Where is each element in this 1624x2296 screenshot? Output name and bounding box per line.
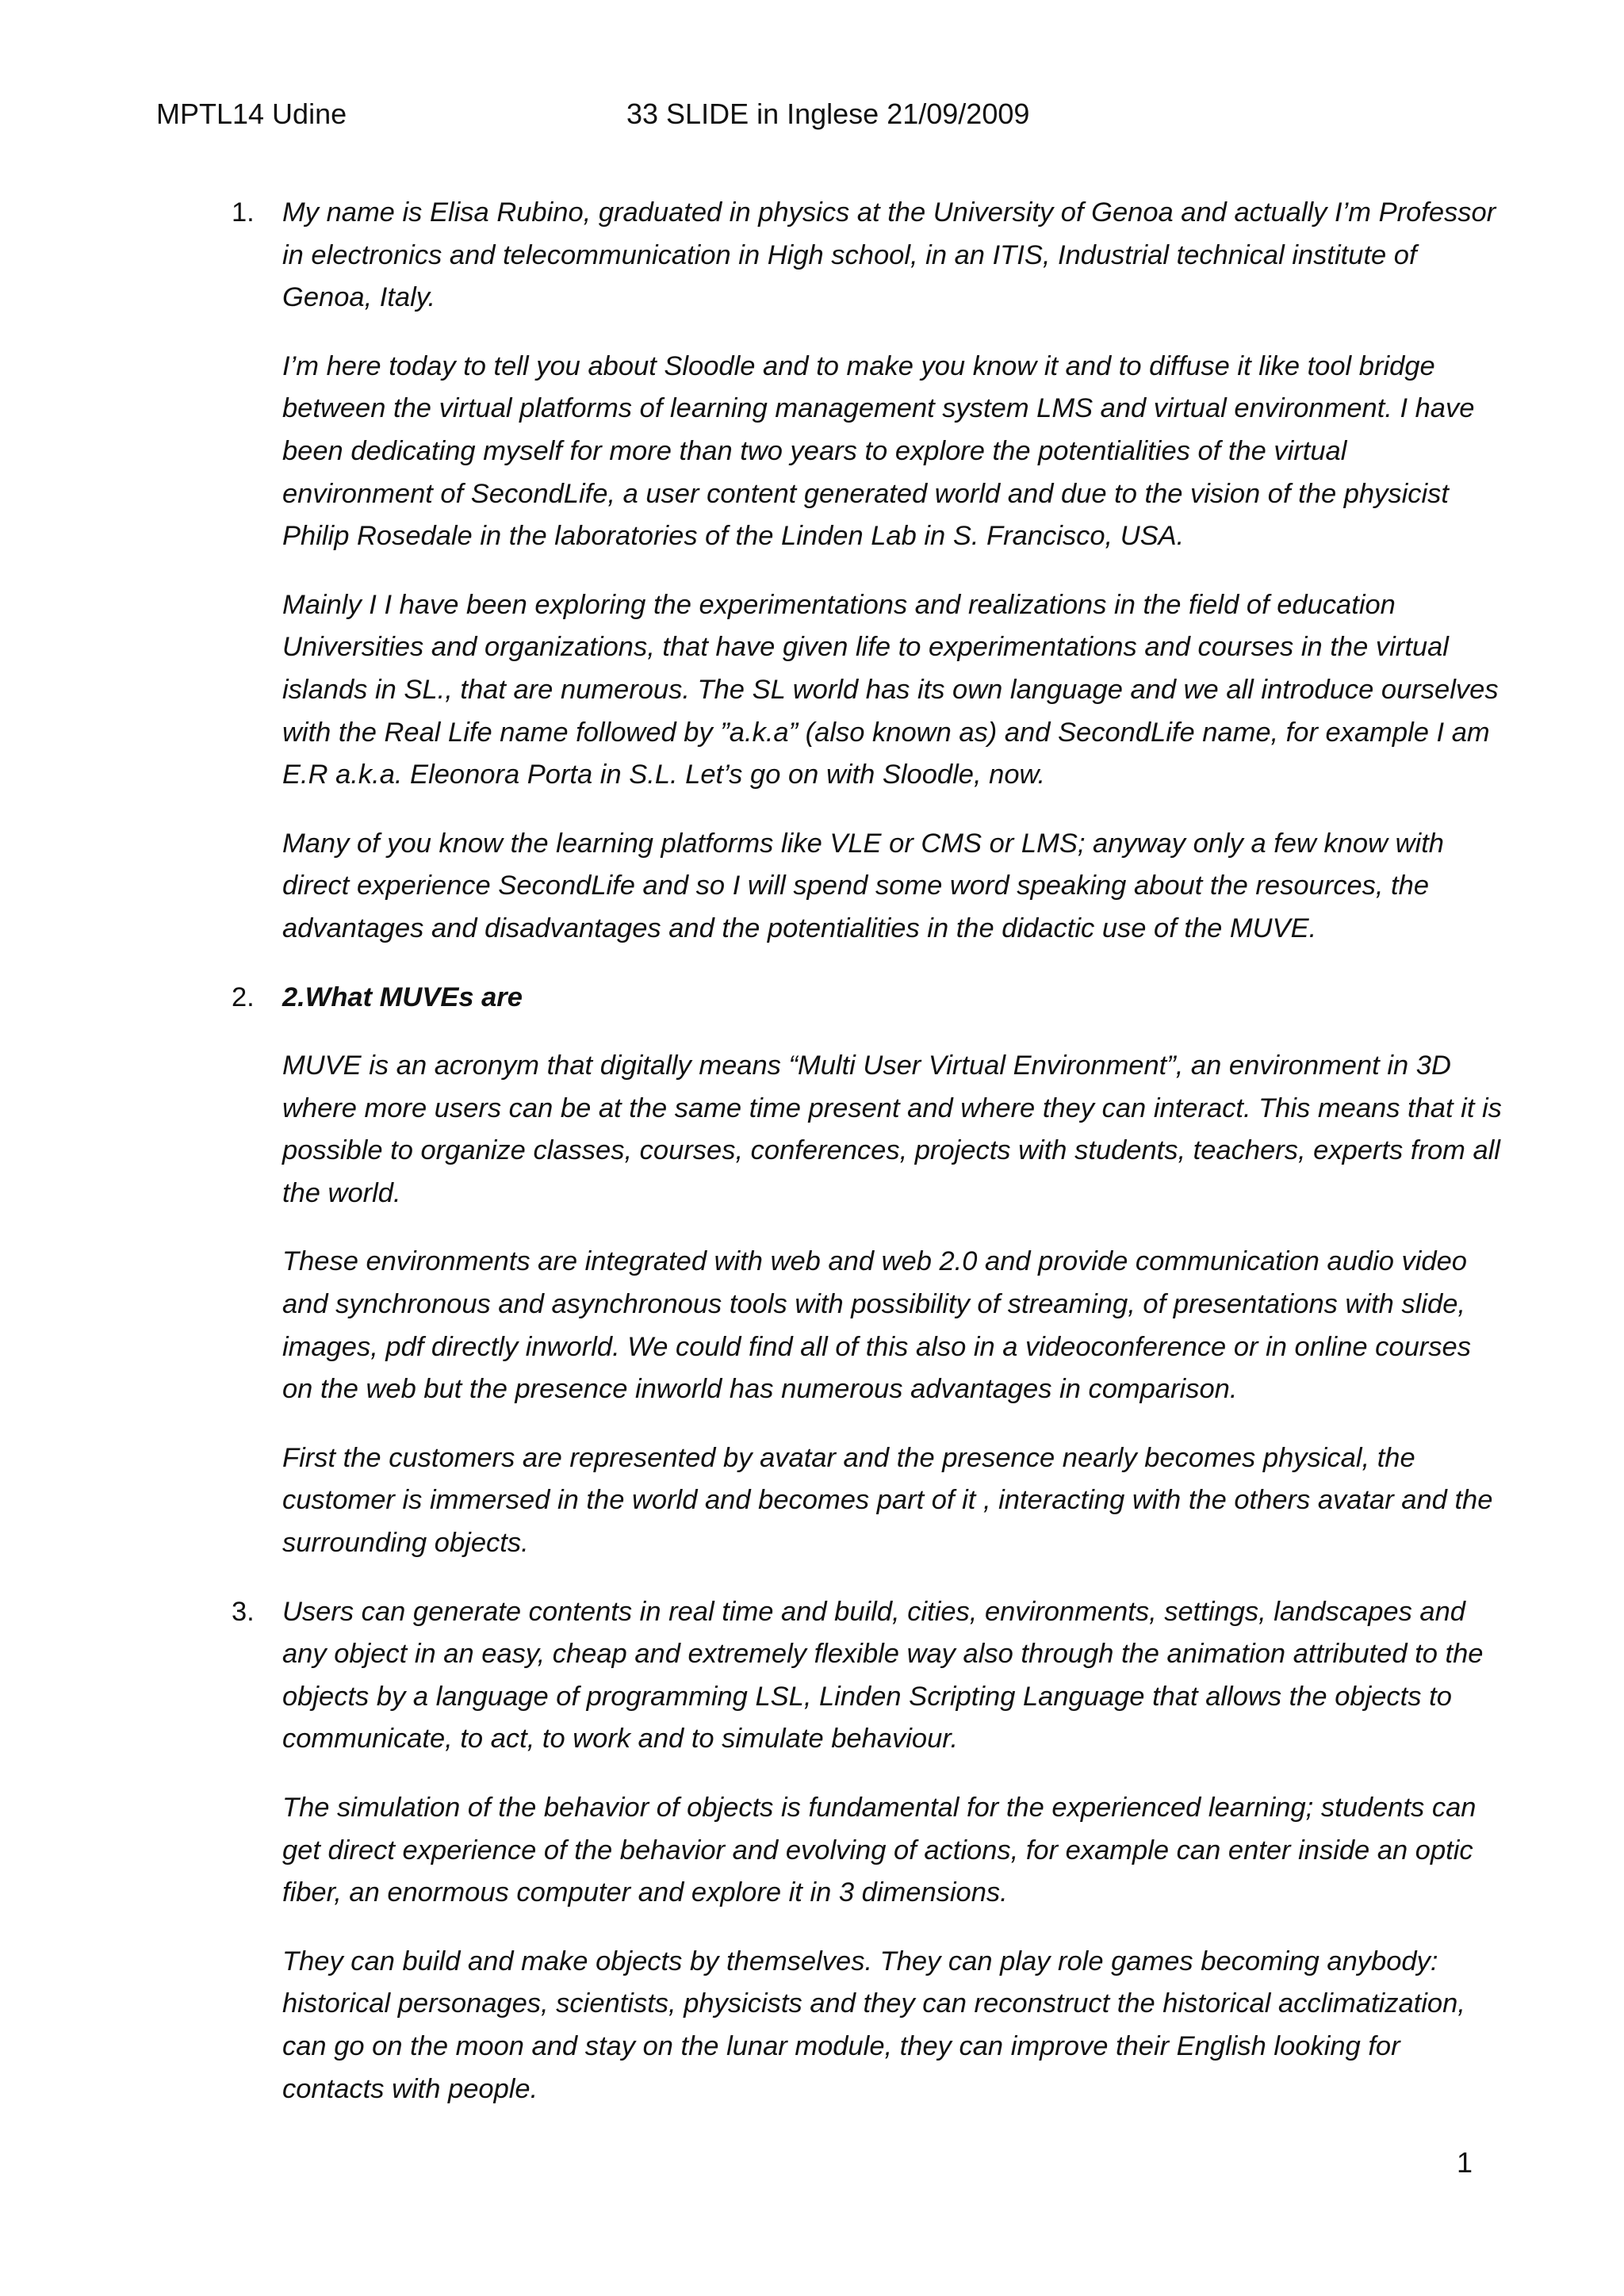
paragraph: These environments are integrated with web and web 2.0 and provide communication audio video and synchronous and asynchronous tools with possibility of streaming, of presentations with slide, images, pdf directly inworld. We could find all of this also in a videoconference or in online courses on the web but the presence inworld has numerous advantages in comparison. <box>282 1246 1471 1405</box>
paragraph: First the customers are represented by avatar and the presence nearly becomes physical, the customer is immersed in the world and becomes part of it , interacting with the others avatar and the surrounding objects. <box>282 1442 1493 1559</box>
list-item-1 <box>232 192 1503 951</box>
list-number: 2. <box>232 982 255 1012</box>
list-item-2 <box>232 977 1503 1565</box>
paragraph: The simulation of the behavior of objects is fundamental for the experienced learning; students can get direct experience of the behavior and evolving of actions, for example can enter inside an optic fiber, an enormous computer and explore it in 3 dimensions. <box>282 1793 1477 1908</box>
header-left-text: MPTL14 Udine <box>156 98 347 130</box>
list-number: 1. <box>232 197 255 228</box>
paragraph: They can build and make objects by themselves. They can play role games becoming anybody: historical personages, scientists, physicists and they can reconstruct the historical acclimatization, can go on the moon and stay on the lunar module, they can improve their English looking for contacts with people. <box>282 1946 1465 2104</box>
list-number: 3. <box>232 1596 255 1627</box>
paragraph: My name is Elisa Rubino, graduated in physics at the University of Genoa and actually I’m Professor in electronics and telecommunication in High school, in an ITIS, Industrial technical institute of Genoa, Italy. <box>282 197 1496 313</box>
section-heading: 2.What MUVEs are <box>282 982 523 1012</box>
list-item-3 <box>232 1591 1503 2111</box>
paragraph: I’m here today to tell you about Sloodle and to make you know it and to diffuse it like tool bridge between the virtual platforms of learning management system LMS and virtual environment. I have been dedicating myself for more than two years to explore the potentialities of the virtual environment of SecondLife, a user content generated world and due to the vision of the physicist Philip Rosedale in the laboratories of the Linden Lab in S. Francisco, USA. <box>282 350 1475 552</box>
paragraph: Users can generate contents in real time and build, cities, environments, settings, landscapes and any object in an easy, cheap and extremely flexible way also through the animation attributed to the objects by a language of programming LSL, Linden Scripting Language that allows the objects to communicate, to act, to work and to simulate behaviour. <box>282 1596 1484 1755</box>
paragraph: MUVE is an acronym that digitally means “Multi User Virtual Environment”, an environment in 3D where more users can be at the same time present and where they can interact. This means that it is possible to organize classes, courses, conferences, projects with students, teachers, experts from all the world. <box>282 1050 1502 1208</box>
page-number: 1 <box>1457 2146 1473 2179</box>
paragraph: Mainly I I have been exploring the experimentations and realizations in the field of education Universities and organizations, that have given life to experimentations and courses in the virtual islands in SL., that are numerous. The SL world has its own language and we all introduce ourselves with the Real Life name followed by ”a.k.a” (also known as) and SecondLife name, for example I am E.R a.k.a. Eleonora Porta in S.L. Let’s go on with Sloodle, now. <box>282 589 1499 790</box>
document-body <box>232 192 1503 2137</box>
header-center-text: 33 SLIDE in Inglese 21/09/2009 <box>626 98 1030 130</box>
paragraph: Many of you know the learning platforms like VLE or CMS or LMS; anyway only a few know with direct experience SecondLife and so I will spend some word speaking about the resources, the advantages and disadvantages and the potentialities in the didactic use of the MUVE. <box>282 828 1444 943</box>
